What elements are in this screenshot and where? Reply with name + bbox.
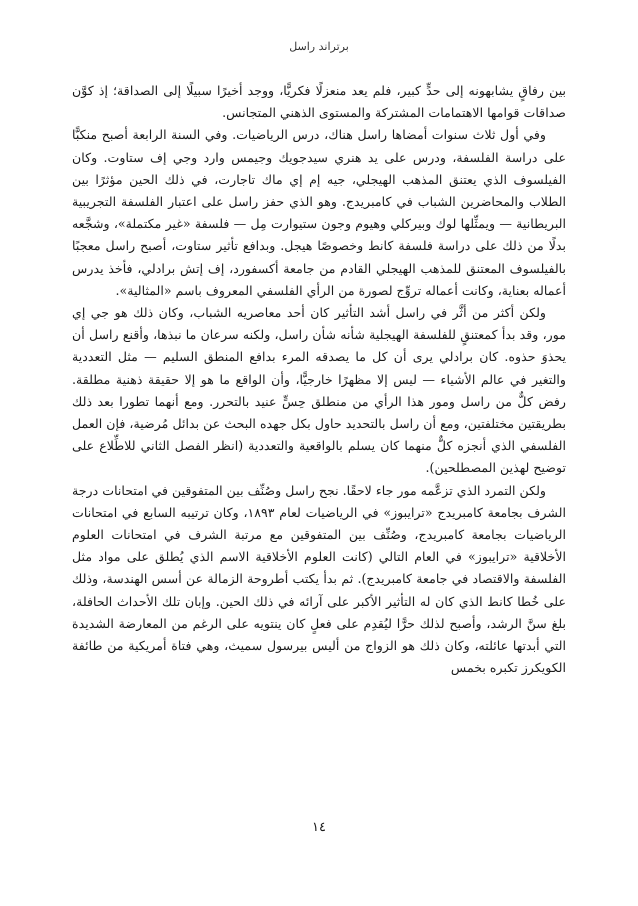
body-text (72, 80, 566, 679)
page-number: ١٤ (312, 820, 326, 835)
paragraph-continuation: بين رفاقٍ يشابهونه إلى حدٍّ كبير، فلم يعد منعزلًا فكريًّا، ووجد أخيرًا سبيلًا إلى الصداقة؛ إذ كوَّن صداقات قوامها الاهتمامات المشتركة والمستوى الذهني المتجانس. (72, 83, 566, 121)
running-header: برتراند راسل (289, 40, 349, 53)
paragraph: ولكن أكثر من أثَّر في راسل أشد التأثير كان أحد معاصريه الشباب، وكان ذلك هو جي إي مور، وقد بدأ كمعتنقٍ للفلسفة الهيجلية شأنه شأن راسل، ولكنه سرعان ما نبذها، وأقنع راسل أن يحذوَ حذوه. كان برادلي يرى أن كل ما يصدقه المرء بدافع المنطق السليم — مثل التعددية والتغير في عالم الأشياء — ليس إلا مظهرًا خارجيًّا، وأن الواقع ما هو إلا حقيقة ذهنية مطلقة. رفض كلٌّ من راسل ومور هذا الرأي من منطلق حِسٍّ عنيد بالتحرر. ومع أنهما تطورا بعد ذلك بطريقتين مختلفتين، ومع أن راسل بالتحديد حاول بكل جهده البحث عن بدائل مُرضية، فإن العمل الفلسفي الذي أنجزه كلٌّ منهما كان يسلم بالواقعية والتعددية (انظر الفصل الثاني للاطِّلاع على توضيح لهذين المصطلحين). (72, 305, 566, 476)
paragraph: وفي أول ثلاث سنوات أمضاها راسل هناك، درس الرياضيات. وفي السنة الرابعة أصبح منكبًّا على دراسة الفلسفة، ودرس على يد هنري سيدجويك وجيمس وارد وجي إف ستاوت. وكان الفيلسوف الذي يعتنق المذهب الهيجلي، جيه إم إي ماك تاجارت، في ذلك الحين مؤثرًا بين الطلاب والمحاضرين الشباب في كامبريدج. وهو الذي حفز راسل على اعتبار الفلسفة التجريبية البريطانية — ويمثِّلها لوك وبيركلي وهيوم وجون ستيوارت مِل — فلسفة «غير مكتملة»، وشجَّعه بدلًا من ذلك على دراسة فلسفة كانط وخصوصًا هيجل. وبدافع تأثير ستاوت، أصبح راسل معجبًا بالفيلسوف المعتنق للمذهب الهيجلي القادم من جامعة أكسفورد، إف إتش برادلي، فأخذ يدرس أعماله بعناية، وكانت أعماله تروِّج لصورة من الرأي الفلسفي المعروف باسم «المثالية». (72, 127, 566, 298)
paragraph: ولكن التمرد الذي تزعَّمه مور جاء لاحقًا. نجح راسل وصُنِّف بين المتفوقين في امتحانات درجة الشرف بجامعة كامبريدج «ترايبوز» في الرياضيات لعام ١٨٩٣، وكان ترتيبه السابع في امتحانات الرياضيات بجامعة كامبريدج، وصُنِّف بين المتفوقين مع مرتبة الشرف في امتحانات العلوم الأخلاقية «ترايبوز» في العام التالي (كانت العلوم الأخلاقية الاسم الذي يُطلق على مواد مثل الفلسفة والاقتصاد في جامعة كامبريدج). ثم بدأ يكتب أطروحة الزمالة عن أسس الهندسة، وذلك على خُطا كانط الذي كان له التأثير الأكبر على آرائه في ذلك الحين. وإبان تلك الأحداث الحافلة، بلغ سنَّ الرشد، وأصبح لذلك حرًّا ليُقدِم على فعلٍ كان ينتويه على الرغم من المعارضة الشديدة التي أبدتها عائلته، وكان ذلك هو الزواج من أليس بيرسول سميث، وهي فتاة أمريكية من طائفة الكويكرز تكبره بخمس (72, 482, 566, 676)
